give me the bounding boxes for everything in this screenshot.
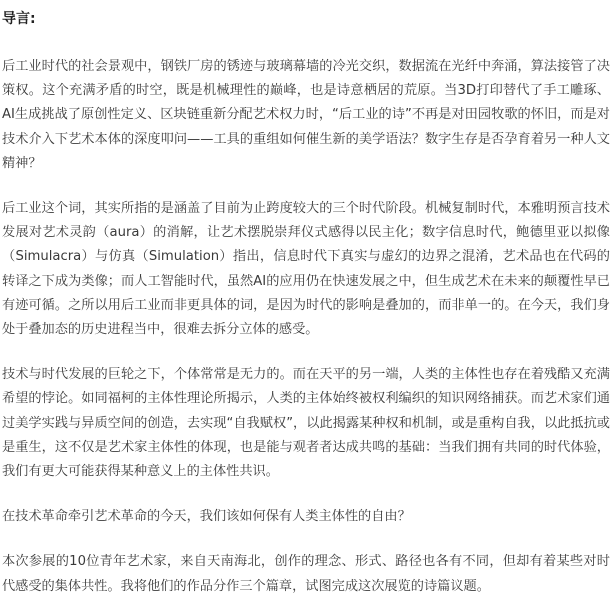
- paragraph-post-industrial: 后工业这个词，其实所指的是涵盖了目前为止跨度较大的三个时代阶段。机械复制时代，本雅明预言技术发展对艺术灵韵（aura）的消解，让艺术摆脱崇拜仪式感得以民主化；数字信息时代，鲍德里亚以拟像（Simulacra）与仿真（Simulation）指出，信息时代下真实与虚幻的边界之混淆，艺术品也在代码的转译之下成为类像；而人工智能时代，虽然AI的应用仍在快速发展之中，但生成艺术在未来的颠覆性早已有迹可循。之所以用后工业而非更具体的词，是因为时代的影响是叠加的，而非单一的。在今天，我们身处于叠加态的历史进程当中，很难去拆分立体的感受。: [2, 201, 610, 338]
- paragraph-artists: 本次参展的10位青年艺术家，来自天南海北，创作的理念、形式、路径也各有不同，但却有着某些对时代感受的集体共性。我将他们的作品分作三个篇章，试图完成这次展览的诗篇议题。: [2, 554, 610, 594]
- paragraph-question: 在技术革命牵引艺术革命的今天，我们该如何保有人类主体性的自由？: [2, 509, 411, 525]
- paragraph-subjectivity: 技术与时代发展的巨轮之下，个体常常是无力的。而在天平的另一端，人类的主体性也存在着残酷又充满希望的悖论。如同福柯的主体性理论所揭示，人类的主体始终被权利编织的知识网络捕获。而艺术家们通过美学实践与异质空间的创造，去实现“自我赋权”，以此揭露某种权和机制，或是重构自我，以此抵抗或是重生，这不仅是艺术家主体性的体现，也是能与观者者达成共鸣的基础：当我们拥有共同的时代体验，我们有更大可能获得某种意义上的主体性共识。: [2, 367, 610, 480]
- paragraph-intro: 后工业时代的社会景观中，钢铁厂房的锈迹与玻璃幕墙的冷光交织，数据流在光纤中奔涌，算法接管了决策权。这个充满矛盾的时空，既是机械理性的巅峰，也是诗意栖居的荒原。当3D打印替代了手工雕琢、AI生成挑战了原创性定义、区块链重新分配艺术权力时，“后工业的诗”不再是对田园牧歌的怀旧，而是对技术介入下艺术本体的深度叩问——工具的重组如何催生新的美学语法？数字生存是否孕育着另一种人文精神？: [2, 59, 610, 171]
- introduction-heading: 导言:: [2, 11, 36, 27]
